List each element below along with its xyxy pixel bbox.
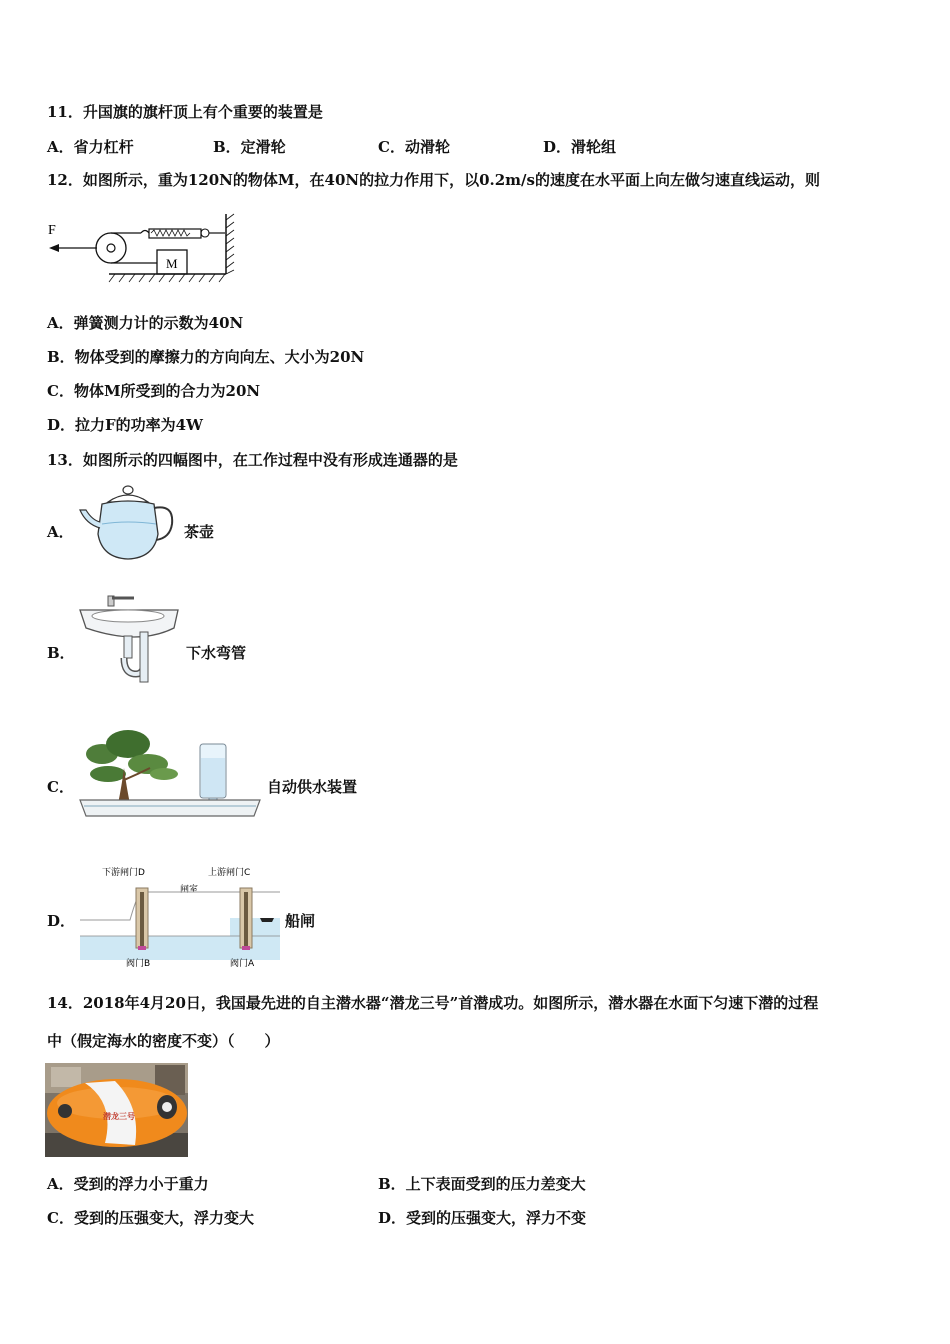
valve-b-label: 阀门B (126, 959, 151, 969)
q11-stem: 11．升国旗的旗杆顶上有个重要的装置是 (47, 103, 323, 121)
q12-option-c[interactable]: C．物体M所受到的合力为20N (47, 382, 261, 400)
auto-water-supply-icon (78, 724, 262, 822)
gate-d-label: 下游闸门D (102, 868, 145, 878)
q13-option-a-letter[interactable]: A． (47, 523, 74, 541)
q11-option-c[interactable]: C．动滑轮 (378, 138, 450, 156)
teapot-icon (78, 484, 178, 562)
q12-option-a[interactable]: A．弹簧测力计的示数为40N (47, 314, 244, 332)
q12-stem: 12．如图所示，重为120N的物体M，在40N的拉力作用下，以0.2m/s的速度在水平面上向左做匀速直线运动，则 (47, 171, 820, 189)
submarine-photo (45, 1063, 188, 1157)
q13-option-d-letter[interactable]: D． (47, 912, 76, 930)
q12-option-d[interactable]: D．拉力F的功率为4W (47, 416, 203, 434)
submarine-name: 潜龙三号 (103, 1112, 135, 1121)
q11-option-d[interactable]: D．滑轮组 (543, 138, 617, 156)
q11-option-a[interactable]: A．省力杠杆 (47, 138, 134, 156)
pulley-icon (96, 233, 126, 263)
q11-option-b[interactable]: B．定滑轮 (213, 138, 286, 156)
q14-option-c[interactable]: C．受到的压强变大，浮力变大 (47, 1209, 254, 1227)
q13-option-a-caption: 茶壶 (184, 523, 215, 541)
gate-c-label: 上游闸门C (208, 868, 251, 878)
valve-a-label: 阀门A (230, 959, 255, 969)
q13-option-b-caption: 下水弯管 (186, 644, 247, 662)
q12-option-b[interactable]: B．物体受到的摩擦力的方向向左、大小为20N (47, 348, 365, 366)
sink-trap-icon (78, 592, 182, 684)
ship-lock-icon (80, 862, 280, 970)
q14-stem-line1: 14．2018年4月20日，我国最先进的自主潜水器“潜龙三号”首潜成功。如图所示，潜水器在水面下匀速下潜的过程 (47, 994, 819, 1012)
q13-option-c-caption: 自动供水装置 (267, 778, 358, 796)
q13-option-c-letter[interactable]: C． (47, 778, 74, 796)
chamber-label: 闸室 (180, 885, 199, 895)
q14-option-d[interactable]: D．受到的压强变大，浮力不变 (378, 1209, 587, 1227)
force-label-f: F (48, 223, 56, 238)
pulley-spring-figure (45, 212, 240, 290)
q13-option-b-letter[interactable]: B． (47, 644, 75, 662)
q14-option-b[interactable]: B．上下表面受到的压力差变大 (378, 1175, 586, 1193)
q13-stem: 13．如图所示的四幅图中，在工作过程中没有形成连通器的是 (47, 451, 458, 469)
q13-option-d-caption: 船闸 (285, 912, 316, 930)
block-m-label: M (166, 256, 178, 271)
q14-option-a[interactable]: A．受到的浮力小于重力 (47, 1175, 209, 1193)
q14-stem-line2: 中（假定海水的密度不变）（ ） (47, 1032, 280, 1050)
